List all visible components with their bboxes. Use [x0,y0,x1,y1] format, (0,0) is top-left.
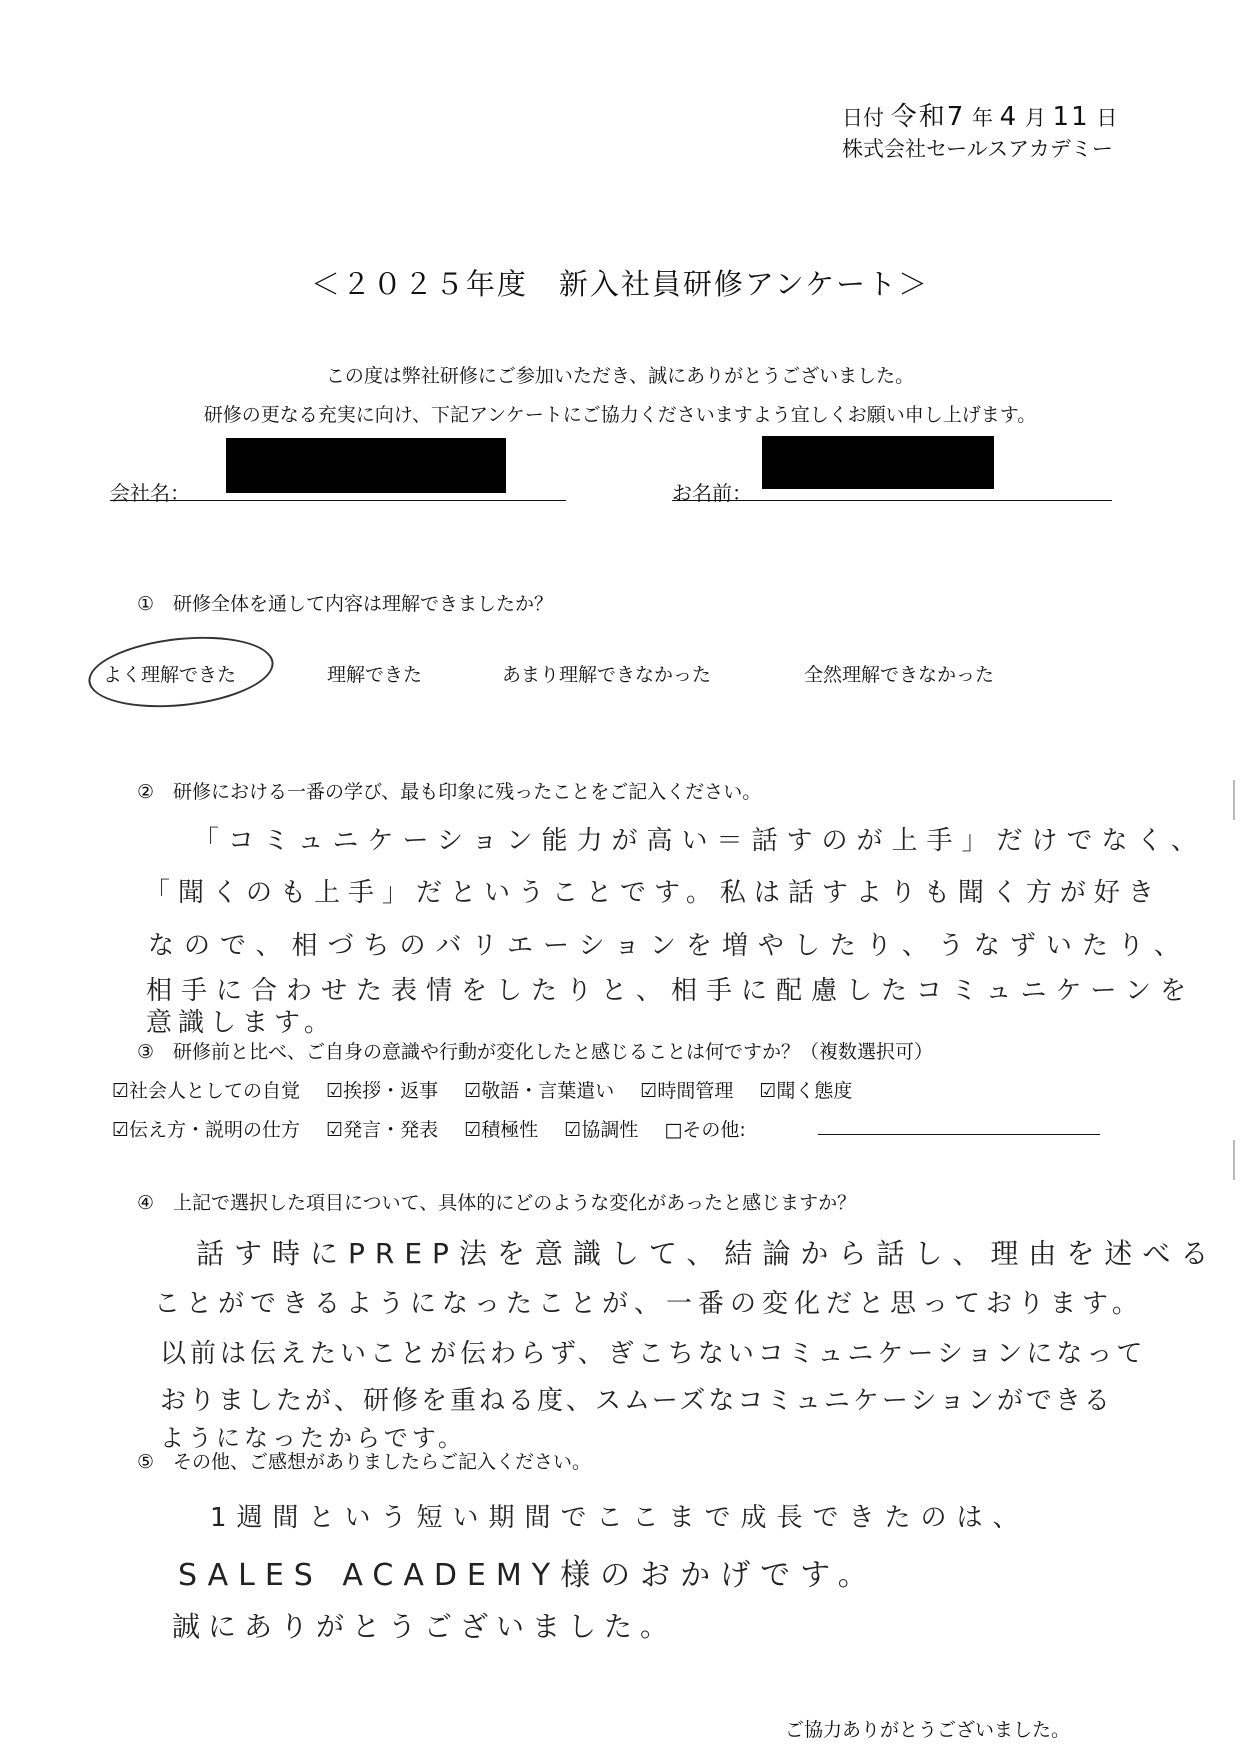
q3-check-time-management[interactable]: ☑時間管理 [640,1080,734,1102]
date-day-unit: 日 [1096,106,1118,130]
q3-check-honorifics[interactable]: ☑敬語・言葉遣い [464,1080,615,1102]
q3-check-presenting[interactable]: ☑発言・発表 [326,1119,439,1141]
issuer-name: 株式会社セールスアカデミー [842,137,1113,161]
intro-line-1: この度は弊社研修にご参加いただき、誠にありがとうございました。 [325,365,915,387]
q3-check-listening[interactable]: ☑聞く態度 [759,1080,853,1102]
company-label: 会社名： [110,481,190,505]
q3-question: ③ 研修前と比べ、ご自身の意識や行動が変化したと感じることは何ですか？（複数選択可） [137,1041,934,1063]
q4-answer-line-1: 話す時にPREP法を意識して、結論から話し、理由を述べる [196,1237,1219,1270]
q3-check-other[interactable]: □その他: [664,1119,746,1141]
q2-answer-line-5: 意識します。 [146,1008,336,1038]
q3-check-cooperation[interactable]: ☑協調性 [564,1119,639,1141]
q3-row-1 [112,1076,872,1103]
date-label: 日付 [842,106,884,130]
date-year: 7 [946,102,966,132]
name-underline [672,500,1112,501]
q1-option-3: あまり理解できなかった [502,664,712,686]
company-redaction [226,438,506,493]
q4-answer-line-4: おりましたが、研修を重ねる度、スムーズなコミュニケーションができる [160,1386,1113,1416]
q5-answer-line-2: SALES ACADEMY様のおかげです。 [178,1558,878,1593]
q2-answer-line-3: なので、相づちのバリエーションを増やしたり、うなずいたり、 [148,931,1190,961]
q3-check-proactiveness[interactable]: ☑積極性 [464,1119,539,1141]
q3-check-awareness[interactable]: ☑社会人としての自覚 [112,1080,301,1102]
q1-question: ① 研修全体を通して内容は理解できましたか？ [137,593,554,615]
q4-question: ④ 上記で選択した項目について、具体的にどのような変化があったと感じますか？ [137,1192,857,1214]
q5-answer-line-3: 誠にありがとうございました。 [172,1610,677,1643]
q1-option-2: 理解できた [327,664,423,686]
q3-check-explaining[interactable]: ☑伝え方・説明の仕方 [112,1119,301,1141]
date-line [842,96,1117,133]
q4-answer-line-5: ようになったからです。 [160,1424,466,1452]
name-redaction [762,436,994,489]
q5-question: ⑤ その他、ご感想がありましたらご記入ください。 [137,1451,592,1473]
q2-question: ② 研修における一番の学び、最も印象に残ったことをご記入ください。 [137,781,762,803]
date-month-unit: 月 [1024,106,1046,130]
intro-line-2: 研修の更なる充実に向け、下記アンケートにご協力くださいますよう宜しくお願い申し上げます。 [203,404,1037,426]
q1-option-4: 全然理解できなかった [804,664,995,686]
q3-check-greeting[interactable]: ☑挨拶・返事 [326,1080,439,1102]
q4-answer-line-3: 以前は伝えたいことが伝わらず、ぎこちないコミュニケーションになって [160,1339,1147,1369]
company-underline [110,500,566,501]
q2-answer-line-1: 「コミュニケーション能力が高い＝話すのが上手」だけでなく、 [193,826,1206,856]
q2-answer-line-2: 「聞くのも上手」だということです。私は話すよりも聞く方が好き [144,878,1162,908]
scan-mark [1233,780,1235,820]
q2-answer-line-4: 相手に合わせた表情をしたりと、相手に配慮したコミュニケーンを [146,976,1195,1006]
date-month: 4 [999,102,1019,132]
scan-mark [1233,1140,1235,1180]
date-day: 11 [1052,102,1090,132]
closing-thanks: ご協力ありがとうございました。 [785,1719,1071,1741]
date-era: 令和 [890,102,947,132]
q3-row-2 [112,1115,766,1142]
q3-other-underline [818,1134,1100,1135]
survey-title: ＜２０２５年度 新入社員研修アンケート＞ [310,267,930,301]
name-label: お名前： [672,481,752,505]
q4-answer-line-2: ことができるようになったことが、一番の変化だと思っております。 [154,1289,1144,1319]
date-year-unit: 年 [971,106,993,130]
q5-answer-line-1: 1週間という短い期間でここまで成長できたのは、 [210,1503,1029,1533]
q1-option-1: よく理解できた [103,664,237,686]
